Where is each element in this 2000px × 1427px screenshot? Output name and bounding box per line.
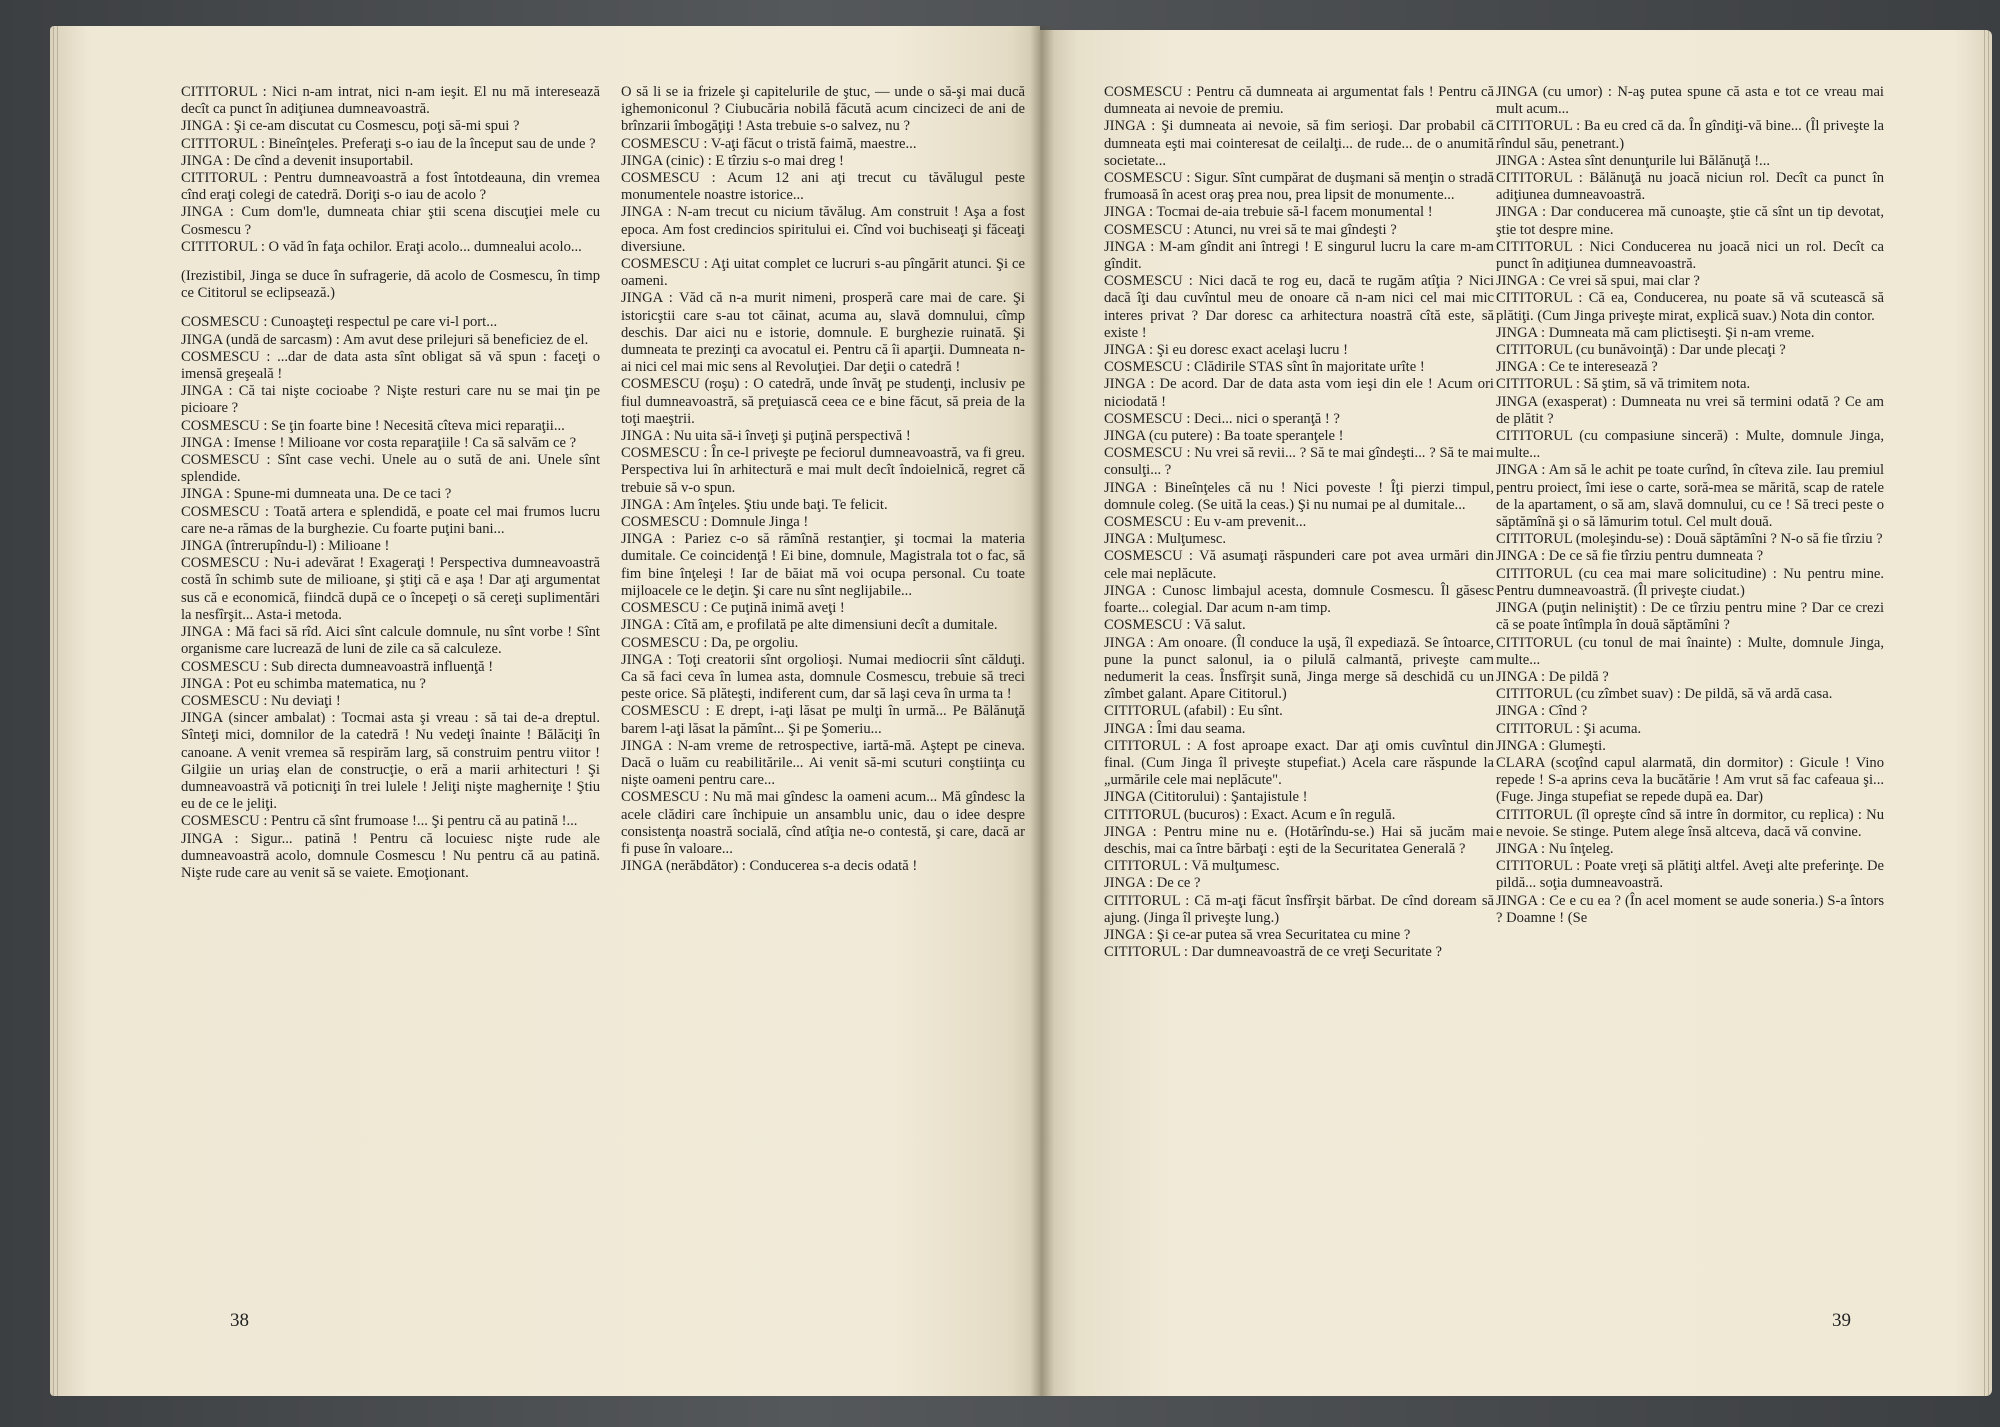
dialogue-paragraph: COSMESCU : E drept, i-aţi lăsat pe mulţi în urmă... Pe Bălănuţă barem l-aţi lăsat la pămînt... Şi pe Şomeriu... <box>621 703 1025 737</box>
dialogue-paragraph: CITITORUL (bucuros) : Exact. Acum e în regulă. <box>1104 806 1396 823</box>
dialogue-paragraph: COSMESCU : Cunoaşteţi respectul pe care vi-l port... <box>181 314 498 331</box>
dialogue-paragraph: JINGA : Ce e cu ea ? (În acel moment se aude soneria.) S-a întors ? Doamne ! (Se <box>1496 892 1884 926</box>
dialogue-paragraph: JINGA : Pariez c-o să rămînă restanţier, şi tocmai la materia dumitale. Ce coincidenţă ! Ei bine, domnule, Magistrala tot o fac, să fim bine înţeleşi ! Iar de băiat mă voi ocupa personal. Cu toate mijloacele ce le deţin. Şi care nu sînt neglijabile... <box>621 531 1025 599</box>
dialogue-paragraph: CITITORUL : Ba eu cred că da. În gîndiţi-vă bine... (Îl priveşte la rîndul său, penetrant.) <box>1496 118 1884 152</box>
gutter-shadow <box>1030 26 1054 1396</box>
dialogue-paragraph: COSMESCU : Toată artera e splendidă, e poate cel mai frumos lucru care ne-a rămas de la burghezie. Cu foarte puţini bani... <box>181 503 600 537</box>
dialogue-paragraph: CITITORUL (afabil) : Eu sînt. <box>1104 703 1283 720</box>
dialogue-paragraph: COSMESCU : Atunci, nu vrei să te mai gîndeşti ? <box>1104 221 1397 238</box>
dialogue-paragraph: JINGA (cu putere) : Ba toate speranţele ! <box>1104 428 1344 445</box>
dialogue-paragraph: JINGA : Bineînţeles că nu ! Nici poveste ! Îţi pierzi timpul, domnule coleg. (Se uită la ceas.) Şi nu numai pe al dumitale... <box>1104 479 1494 513</box>
dialogue-paragraph: CITITORUL : O văd în faţa ochilor. Eraţi acolo... dumnealui acolo... <box>181 238 582 255</box>
dialogue-paragraph: CITITORUL : A fost aproape exact. Dar aţi omis cuvîntul din final. (Cum Jinga îl priveşte stupefiat.) Acela care răspunde la „urmările cele mai neplăcute". <box>1104 737 1494 789</box>
dialogue-paragraph: CITITORUL (cu cea mai mare solicitudine) : Nu pentru mine. Pentru dumneavoastră. (Îl priveşte ciudat.) <box>1496 565 1884 599</box>
dialogue-paragraph: JINGA : Cînd ? <box>1496 703 1588 720</box>
text-column-2 <box>621 84 1025 1294</box>
page-edge <box>1984 30 1985 1396</box>
dialogue-paragraph: JINGA : Şi ce-ar putea să vrea Securitatea cu mine ? <box>1104 926 1411 943</box>
dialogue-paragraph: JINGA : De acord. Dar de data asta vom ieşi din ele ! Acum ori niciodată ! <box>1104 376 1494 410</box>
dialogue-paragraph: CLARA (scoţînd capul alarmată, din dormitor) : Gicule ! Vino repede ! S-a aprins ceva la bucătărie ! Am vrut să fac cafeaua şi... (Fuge. Jinga stupefiat se repede după ea. Dar) <box>1496 754 1884 806</box>
dialogue-paragraph: COSMESCU : Deci... nici o speranţă ! ? <box>1104 410 1340 427</box>
dialogue-paragraph: JINGA : Am onoare. (Îl conduce la uşă, îl expediază. Se întoarce, pune la punct salonul, ia o pilulă calmantă, priveşte cam nedumerit la ceas. Însfîrşit sună, Jinga merge să deschidă cu un zîmbet galant. Apare Cititorul.) <box>1104 634 1494 703</box>
dialogue-paragraph: COSMESCU (roşu) : O catedră, unde învăţ pe studenţi, inclusiv pe fiul dumneavoastră, să preţuiască ceea ce e bine făcut, să preia de la toţi maeştrii. <box>621 376 1025 427</box>
dialogue-paragraph: COSMESCU : Nu-i adevărat ! Exageraţi ! Perspectiva dumneavoastră costă în schimb sute de milioane, şi ştiţi că e aşa ! Dar aţi argumentat sus că e economică, fiindcă după ce o începeţi o să cereţi suplimentări la nesfîrşit... Asta-i metoda. <box>181 555 600 623</box>
dialogue-paragraph: JINGA : Pentru mine nu e. (Hotărîndu-se.) Hai să jucăm mai deschis, mai ca între bărbaţi : eşti de la Securitatea Generală ? <box>1104 823 1494 857</box>
dialogue-paragraph: JINGA (puţin neliniştit) : De ce tîrziu pentru mine ? Dar ce crezi că se poate întîmpla în două săptămîni ? <box>1496 600 1884 634</box>
dialogue-paragraph: CITITORUL : Bălănuţă nu joacă niciun rol. Decît ca punct în adiţiunea dumneavoastră. <box>1496 170 1884 204</box>
dialogue-paragraph: JINGA : Cîtă am, e profilată pe alte dimensiuni decît a dumitale. <box>621 617 998 634</box>
dialogue-paragraph: COSMESCU : Vă salut. <box>1104 617 1246 634</box>
dialogue-paragraph: JINGA : Şi dumneata ai nevoie, să fim serioşi. Dar probabil că dumneata eşti mai cointeresat de ceilalţi... de rude... de o anumită societate... <box>1104 118 1494 169</box>
dialogue-paragraph: JINGA : M-am gîndit ani întregi ! E singurul lucru la care m-am gîndit. <box>1104 238 1494 273</box>
dialogue-paragraph: JINGA (cinic) : E tîrziu s-o mai dreg ! <box>621 152 844 169</box>
dialogue-paragraph: CITITORUL : Că ea, Conducerea, nu poate să vă scutească să plătiţi. (Cum Jinga priveşte mirat, explică suav.) Nota din contor. <box>1496 290 1884 324</box>
dialogue-paragraph: JINGA : Toţi creatorii sînt orgolioşi. Numai mediocrii sînt călduţi. Ca să faci ceva în lumea asta, domnule Cosmescu, trebuie să treci peste orice. Să plăteşti, indiferent cum, dar să laşi ceva în urma ta ! <box>621 651 1025 703</box>
dialogue-paragraph: COSMESCU : Sub directa dumneavoastră influenţă ! <box>181 658 494 675</box>
dialogue-paragraph: JINGA : Nu uita să-i înveţi şi puţină perspectivă ! <box>621 428 911 445</box>
dialogue-paragraph: JINGA : De pildă ? <box>1496 668 1609 685</box>
dialogue-paragraph: JINGA : N-am vreme de retrospective, iartă-mă. Aştept pe cineva. Dacă o luăm cu reabilitările... Ai venit să-mi scuturi conştiinţa cu nişte oameni pentru care... <box>621 737 1025 789</box>
dialogue-paragraph: CITITORUL : Pentru dumneavoastră a fost întotdeauna, din vremea cînd eraţi colegi de catedră. Doriţi s-o iau de acolo ? <box>181 170 600 204</box>
dialogue-paragraph: CITITORUL : Poate vreţi să plătiţi altfel. Aveţi alte preferinţe. De pildă... soţia dumneavoastră. <box>1496 858 1884 892</box>
dialogue-paragraph: JINGA : Sigur... patină ! Pentru că locuiesc nişte rude ale dumneavoastră acolo, domnule Cosmescu ! Nu pentru că au patină. Nişte rude care au venit să se vaiete. Emoţionant. <box>181 830 600 881</box>
dialogue-paragraph: CITITORUL (moleşindu-se) : Două săptămîni ? N-o să fie tîrziu ? <box>1496 531 1883 548</box>
page-number-left: 38 <box>230 1310 249 1331</box>
dialogue-paragraph: JINGA : Dar conducerea mă cunoaşte, ştie că sînt un tip devotat, ştie tot despre mine. <box>1496 204 1884 238</box>
dialogue-paragraph: COSMESCU : Se ţin foarte bine ! Necesită cîteva mici reparaţii... <box>181 417 565 434</box>
dialogue-paragraph: JINGA : Că tai nişte cocioabe ? Nişte resturi care nu se mai ţin pe picioare ? <box>181 383 600 417</box>
dialogue-paragraph: JINGA : Ce te interesează ? <box>1496 359 1658 376</box>
dialogue-paragraph: COSMESCU : Eu v-am prevenit... <box>1104 514 1307 531</box>
dialogue-paragraph: JINGA : Cunosc limbajul acesta, domnule Cosmescu. Îl găsesc foarte... colegial. Dar acum n-am timp. <box>1104 582 1494 617</box>
dialogue-paragraph: COSMESCU : Nu mă mai gîndesc la oameni acum... Mă gîndesc la acele clădiri care închipuie un ansamblu unic, dau o idee despre consistenţa noastră socială, cînd atîţia ne-o contestă, şi care, dacă ar fi puse în valoare... <box>621 789 1025 857</box>
dialogue-paragraph: JINGA : Mulţumesc. <box>1104 531 1227 548</box>
dialogue-paragraph: COSMESCU : Sigur. Sînt cumpărat de duşmani să menţin o stradă frumoasă în acest oraş prea nou, prea lipsit de monumente... <box>1104 170 1494 204</box>
dialogue-paragraph: JINGA : Glumeşti. <box>1496 737 1606 754</box>
dialogue-paragraph: COSMESCU : Clădirile STAS sînt în majoritate urîte ! <box>1104 359 1425 376</box>
dialogue-paragraph: CITITORUL (cu compasiune sinceră) : Multe, domnule Jinga, multe... <box>1496 428 1884 462</box>
dialogue-paragraph: JINGA (cu umor) : N-aş putea spune că asta e tot ce vreau mai mult acum... <box>1496 84 1884 118</box>
dialogue-paragraph: JINGA : Imense ! Milioane vor costa reparaţiile ! Ca să salvăm ce ? <box>181 434 577 451</box>
dialogue-paragraph: CITITORUL : Nici Conducerea nu joacă nici un rol. Decît ca punct în adiţiunea dumneavoastră. <box>1496 238 1884 273</box>
dialogue-paragraph: JINGA : Şi ce-am discutat cu Cosmescu, poţi să-mi spui ? <box>181 118 520 135</box>
dialogue-paragraph: JINGA : De ce ? <box>1104 875 1201 892</box>
dialogue-paragraph: COSMESCU : Aţi uitat complet ce lucruri s-au pîngărit atunci. Şi ce oameni. <box>621 256 1025 290</box>
dialogue-paragraph: CITITORUL : Bineînţeles. Preferaţi s-o iau de la început sau de unde ? <box>181 135 596 152</box>
dialogue-paragraph: JINGA : Spune-mi dumneata una. De ce taci ? <box>181 486 452 503</box>
dialogue-paragraph: CITITORUL (cu zîmbet suav) : De pildă, să vă ardă casa. <box>1496 686 1833 703</box>
dialogue-paragraph: JINGA : Am să le achit pe toate curînd, în cîteva zile. Iau premiul pentru proiect, îmi iese o carte, soră-mea se mărită, scap de ratele de la apartament, o să am, slavă domnului, cu ce ! Să treci peste o săptămînă şi o să lămurim totul. Cel mult două. <box>1496 462 1884 531</box>
dialogue-paragraph: JINGA (exasperat) : Dumneata nu vrei să termini odată ? Ce am de plătit ? <box>1496 393 1884 427</box>
dialogue-paragraph: COSMESCU : Acum 12 ani aţi trecut cu tăvălugul peste monumentele noastre istorice... <box>621 170 1025 204</box>
dialogue-paragraph: COSMESCU : Nu deviaţi ! <box>181 692 341 709</box>
dialogue-paragraph: JINGA : Îmi dau seama. <box>1104 720 1246 737</box>
dialogue-paragraph: COSMESCU : ...dar de data asta sînt obligat să vă spun : faceţi o imensă greşeală ! <box>181 348 600 383</box>
dialogue-paragraph: JINGA : N-am trecut cu nicium tăvălug. Am construit ! Aşa a fost epoca. Am fost credincios spiritului ei. Cînd voi buchiseaţi şi făceaţi diversiune. <box>621 204 1025 255</box>
dialogue-paragraph: JINGA : De cînd a devenit insuportabil. <box>181 152 414 169</box>
dialogue-paragraph: JINGA (undă de sarcasm) : Am avut dese prilejuri să beneficiez de el. <box>181 331 589 348</box>
text-column-1 <box>181 84 600 1294</box>
dialogue-paragraph: (Irezistibil, Jinga se duce în sufragerie, dă acolo de Cosmescu, în timp ce Cititorul se eclipsează.) <box>181 268 600 302</box>
page-number-right: 39 <box>1832 1310 1851 1331</box>
dialogue-paragraph: JINGA (nerăbdător) : Conducerea s-a decis odată ! <box>621 858 918 875</box>
dialogue-paragraph: CITITORUL : Să ştim, să vă trimitem nota. <box>1496 376 1751 393</box>
dialogue-paragraph: JINGA : Nu înţeleg. <box>1496 840 1614 857</box>
dialogue-paragraph: COSMESCU : Domnule Jinga ! <box>621 514 809 531</box>
dialogue-paragraph: CITITORUL (cu bunăvoinţă) : Dar unde plecaţi ? <box>1496 342 1786 359</box>
dialogue-paragraph: JINGA : Dumneata mă cam plictiseşti. Şi n-am vreme. <box>1496 324 1815 341</box>
dialogue-paragraph: JINGA : Văd că n-a murit nimeni, prosperă care mai de care. Şi istoricştii care s-au tot căinat, acuma au, slavă domnului, cîmp deschis. Dar aici nu e istorie, domnule. E burghezie ruinată. Şi dumneata te prezinţi ca avocatul ei. Pentru că îi aparţii. Dumneata n-ai nici cel mai mic sens al Revoluţiei. Dar deţii o catedră ! <box>621 290 1025 376</box>
dialogue-paragraph: JINGA : Mă faci să rîd. Aici sînt calcule domnule, nu sînt vorbe ! Sînt organisme care lucrează de luni de zile ca să calculeze. <box>181 624 600 658</box>
dialogue-paragraph: JINGA : Pot eu schimba matematica, nu ? <box>181 675 426 692</box>
dialogue-paragraph: COSMESCU : În ce-l priveşte pe feciorul dumneavoastră, va fi greu. Perspectiva lui în arhitectură e mai mult decît îndoielnică, regret că trebuie să v-o spun. <box>621 445 1025 496</box>
text-column-4 <box>1496 84 1884 1294</box>
dialogue-paragraph: CITITORUL : Vă mulţumesc. <box>1104 858 1280 875</box>
dialogue-paragraph: COSMESCU : Pentru că sînt frumoase !... Şi pentru că au patină !... <box>181 813 578 830</box>
dialogue-paragraph: JINGA (întrerupîndu-l) : Milioane ! <box>181 538 390 555</box>
dialogue-paragraph: JINGA : Şi eu doresc exact acelaşi lucru ! <box>1104 342 1348 359</box>
dialogue-paragraph: COSMESCU : Da, pe orgoliu. <box>621 634 799 651</box>
dialogue-paragraph: COSMESCU : Ce puţină inimă aveţi ! <box>621 600 845 617</box>
page-edge <box>1988 30 1989 1396</box>
dialogue-paragraph: COSMESCU : Nu vrei să revii... ? Să te mai gîndeşti... ? Să te mai consulţi... ? <box>1104 445 1494 479</box>
text-column-3 <box>1104 84 1494 1294</box>
dialogue-paragraph: COSMESCU : V-aţi făcut o tristă faimă, maestre... <box>621 135 917 152</box>
dialogue-paragraph: JINGA : Cum dom'le, dumneata chiar ştii scena discuţiei mele cu Cosmescu ? <box>181 204 600 238</box>
dialogue-paragraph: COSMESCU : Nici dacă te rog eu, dacă te rugăm atîţia ? Nici dacă îţi dau cuvîntul meu de onoare că n-am nici cel mai mic interes privat ? Dar doresc ca arhitectura noastră cîtă este, să existe ! <box>1104 273 1494 341</box>
page-edge <box>53 26 54 1396</box>
dialogue-paragraph: JINGA (Cititorului) : Şantajistule ! <box>1104 789 1308 806</box>
dialogue-paragraph: JINGA : De ce să fie tîrziu pentru dumneata ? <box>1496 548 1764 565</box>
dialogue-paragraph: COSMESCU : Pentru că dumneata ai argumentat fals ! Pentru că dumneata ai nevoie de premiu. <box>1104 84 1494 118</box>
dialogue-paragraph: JINGA : Tocmai de-aia trebuie să-l facem monumental ! <box>1104 204 1433 221</box>
dialogue-paragraph: CITITORUL (îl opreşte cînd să intre în dormitor, cu replica) : Nu e nevoie. Se stinge. Putem alege însă altceva, dacă vă convine. <box>1496 806 1884 840</box>
dialogue-paragraph: CITITORUL (cu tonul de mai înainte) : Multe, domnule Jinga, multe... <box>1496 634 1884 668</box>
dialogue-paragraph: COSMESCU : Vă asumaţi răspunderi care pot avea urmări din cele mai neplăcute. <box>1104 548 1494 582</box>
dialogue-paragraph: CITITORUL : Şi acuma. <box>1496 720 1642 737</box>
dialogue-paragraph: CITITORUL : Nici n-am intrat, nici n-am ieşit. El nu mă interesează decît ca punct în adiţiunea dumneavoastră. <box>181 84 600 118</box>
dialogue-paragraph: CITITORUL : Dar dumneavoastră de ce vreţi Securitate ? <box>1104 944 1442 961</box>
dialogue-paragraph: O să li se ia frizele şi capitelurile de ştuc, — unde o să-şi mai ducă ighemoniconul ? Ciubucăria nobilă făcută acum cincizeci de ani de brînzarii îmbogăţiţi ! Asta trebuie s-o salvez, nu ? <box>621 84 1025 135</box>
page-edge <box>57 26 58 1396</box>
dialogue-paragraph: JINGA : Am înţeles. Ştiu unde baţi. Te felicit. <box>621 496 888 513</box>
dialogue-paragraph: JINGA : Ce vrei să spui, mai clar ? <box>1496 273 1700 290</box>
dialogue-paragraph: CITITORUL : Că m-aţi făcut însfîrşit bărbat. De cînd doream să ajung. (Jinga îl priveşte lung.) <box>1104 892 1494 926</box>
dialogue-paragraph: JINGA (sincer ambalat) : Tocmai asta şi vreau : să tai de-a dreptul. Sînteţi mici, domnilor de la catedră ! Nu vedeţi înainte ! Bălăciţi în canoane. A venit vremea să respirăm larg, să construim pentru viitor ! Gilgiie un uriaş elan de construcţie, o eră a marii arhitecturi ! Şi dumneavoastră vă poticniţi în trei lulele ! Jeliţi nişte magherniţe ! Ştiu eu de ce le jeliţi. <box>181 710 600 813</box>
dialogue-paragraph: JINGA : Astea sînt denunţurile lui Bălănuţă !... <box>1496 152 1770 169</box>
dialogue-paragraph: COSMESCU : Sînt case vechi. Unele au o sută de ani. Unele sînt splendide. <box>181 452 600 486</box>
